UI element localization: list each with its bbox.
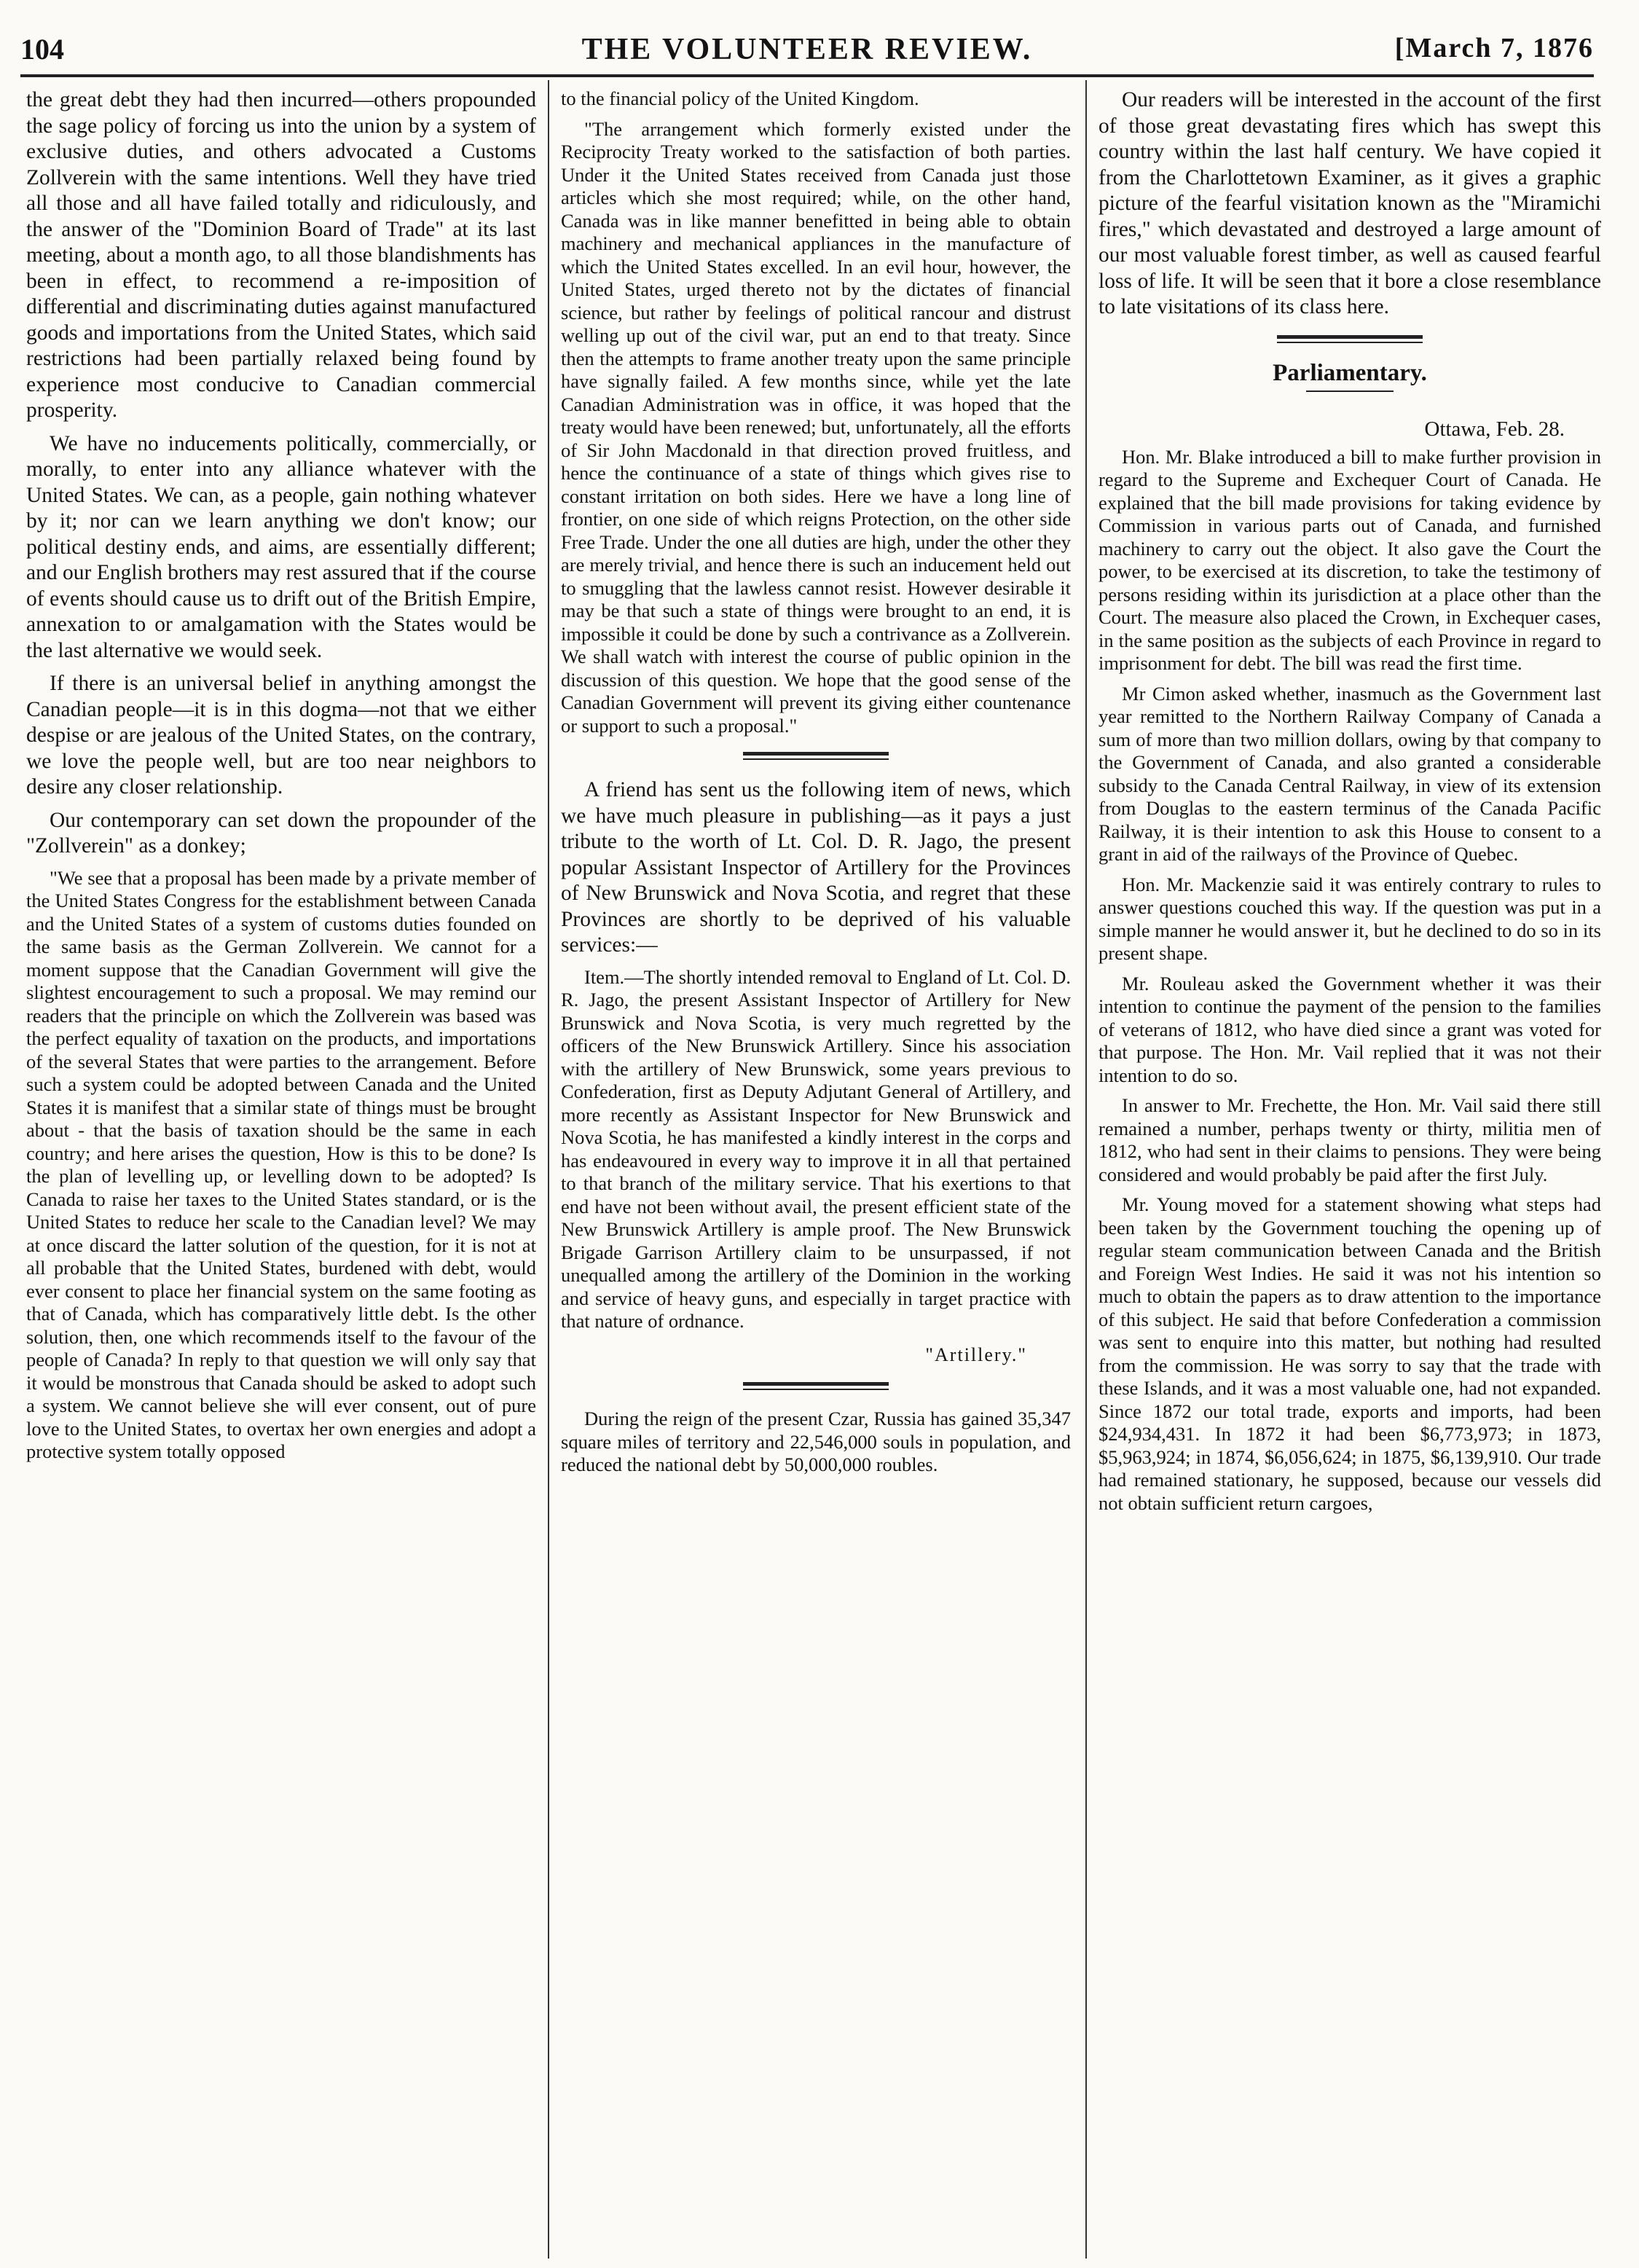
masthead-title: THE VOLUNTEER REVIEW. — [581, 33, 1033, 66]
paragraph: In answer to Mr. Frechette, the Hon. Mr. Vail said there still remained a number, perhaps twenty or thirty, militia men of 1812, who had sent in their claims to pensions. They were being considered and would probably be paid after the first July. — [1098, 1094, 1601, 1185]
column-rule — [548, 80, 549, 2259]
paragraph: During the reign of the present Czar, Russia has gained 35,347 square miles of territory and 22,546,000 souls in population, and reduced the national debt by 50,000,000 roubles. — [561, 1408, 1071, 1475]
quoted-paragraph: Item.—The shortly intended removal to England of Lt. Col. D. R. Jago, the present Assistant Inspector of Artillery for New Brunswick and Nova Scotia, is very much regretted by the officers of the New Brunswick Artillery. Since his association with the artillery of New Brunswick, some years previous to Confederation, first as Deputy Adjutant General of Artillery, and more recently as Assistant Inspector for New Brunswick and Nova Scotia, he has manifested a kindly interest in the corps and has endeavoured in every way to improve it in all that pertained to that branch of the military service. That his exertions to that end have not been without avail, the present efficient state of the New Brunswick Artillery is ample proof. The New Brunswick Brigade Garrison Artillery claim to be unsurpassed, if not unequalled among the artillery of the Dominion in the working and service of heavy guns, and especially in target practice with that nature of ordnance. — [561, 965, 1071, 1332]
section-title: Parliamentary. — [1273, 359, 1427, 386]
section-separator — [1277, 335, 1423, 343]
header-rule — [20, 74, 1594, 77]
column-rule — [1085, 80, 1087, 2259]
paragraph: Our readers will be interested in the account of the first of those great devastating fires which has swept this country within the last half century. We have copied it from the Charlottetown Examiner, as it gives a graphic picture of the fearful visitation known as the "Miramichi fires," which devastated and destroyed a large amount of our most valuable forest timber, as well as caused fearful loss of life. It will be seen that it bore a close resemblance to late visitations of its class here. — [1098, 88, 1601, 318]
paragraph: A friend has sent us the following item of news, which we have much pleasure in publishing—as it pays a just tribute to the worth of Lt. Col. D. R. Jago, the present popular Assistant Inspector of Artillery for the Provinces of New Brunswick and Nova Scotia, and regret that these Provinces are shortly to be deprived of his valuable services:— — [561, 778, 1071, 957]
section-separator — [743, 1382, 889, 1390]
page-number: 104 — [20, 33, 64, 66]
paragraph: Hon. Mr. Mackenzie said it was entirely contrary to rules to answer questions couched this way. If the question was put in a simple manner he would answer it, but he declined to do so in its present shape. — [1098, 873, 1601, 964]
column-1 — [26, 87, 536, 2255]
paragraph: Hon. Mr. Blake introduced a bill to make further provision in regard to the Supreme and Exchequer Court of Canada. He explained that the bill made provisions for taking evidence by Commission in various parts out of Canada, and furnished machinery to carry out the object. It also gave the Court the power, to be exercised at its discretion, to take the testimony of persons residing within its jurisdiction at a place other than the Court. The measure also placed the Crown, in Exchequer cases, in the same position as the subjects of each Province in regard to imprisonment for debt. The bill was read the first time. — [1098, 445, 1601, 674]
paragraph: Mr. Young moved for a statement showing what steps had been taken by the Government touching the opening up of regular steam communication between Canada and the British and Foreign West Indies. He said it was not his intention so much to obtain the papers as to draw attention to the importance of this subject. He said that before Confederation a commission was sent to enquire into this matter, but nothing had resulted from the commission. He was sorry to say that the trade with these Islands, and it was a most valuable one, had not expanded. Since 1872 our total trade, exports and imports, had been $24,934,431. In 1872 it had been $6,773,973; in 1873, $5,963,924; in 1874, $6,056,624; in 1875, $6,139,910. Our trade had remained stationary, he supposed, because our vessels did not obtain sufficient return cargoes, — [1098, 1193, 1601, 1514]
paragraph: Our contemporary can set down the propounder of the "Zollverein" as a donkey; — [26, 808, 536, 858]
paragraph: Mr Cimon asked whether, inasmuch as the Government last year remitted to the Northern Railway Company of Canada a sum of more than two million dollars, owing by that company to the Government of Canada, and also granted a considerable subsidy to the Canada Central Railway, in view of its extension from Douglas to the eastern terminus of the Canada Pacific Railway, it is their intention to ask this House to consent to a grant in aid of the railways of the Province of Quebec. — [1098, 682, 1601, 865]
issue-date: [March 7, 1876 — [1394, 33, 1594, 63]
section-separator — [743, 752, 889, 760]
quoted-paragraph: to the financial policy of the United Kingdom. — [561, 87, 919, 109]
signature: "Artillery." — [925, 1343, 1027, 1365]
paragraph: the great debt they had then incurred—others propounded the sage policy of forcing us into the union by a system of exclusive duties, and others advocated a Customs Zollverein with the same intentions. Well they have tried all those and all have failed totally and ridiculously, and the answer of the "Dominion Board of Trade" at its last meeting, about a month ago, to all those blandishments has been in effect, to recommend a re-imposition of differential and discriminating duties against manufactured goods and importations from the United States, which said restrictions had been partially relaxed being found by experience most conducive to Canadian commercial prosperity. — [26, 88, 536, 422]
paragraph: We have no inducements politically, commercially, or morally, to enter into any alliance whatever with the United States. We can, as a people, gain nothing whatever by it; nor can we learn anything we don't know; our political destiny ends, and aims, are essentially different; and our English brothers may rest assured that if the course of events should cause us to drift out of the British Empire, annexation to or amalgamation with the States would be the last alternative we would seek. — [26, 431, 536, 662]
paragraph: Mr. Rouleau asked the Government whether it was their intention to continue the payment of the pension to the families of veterans of 1812, who have died since a grant was voted for that purpose. The Hon. Mr. Vail replied that it was not their intention to do so. — [1098, 972, 1601, 1086]
quoted-paragraph: "The arrangement which formerly existed under the Reciprocity Treaty worked to the satisfaction of both parties. Under it the United States received from Canada just those articles which she most required; while, on the other hand, Canada was in like manner benefitted in being able to obtain machinery and mechanical appliances in the manufacture of which the United States excelled. In an evil hour, however, the United States, urged thereto not by the dictates of financial science, but rather by feelings of political rancour and distrust welling up out of the civil war, put an end to that treaty. Since then the attempts to frame another treaty upon the same principle have signally failed. A few months since, while yet the late Canadian Administration was in office, it was hoped that the treaty would have been renewed; but, unfortunately, all the efforts of Sir John Macdonald in that direction proved fruitless, and hence the continuance of a state of things which gives rise to constant irritation on both sides. Here we have a long line of frontier, on one side of which reigns Protection, on the other side Free Trade. Under the one all duties are high, under the other they are merely trivial, and hence there is such an inducement held out to smuggling that the lawless cannot resist. However desirable it may be that such a state of things were brought to an end, it is impossible it could be done by such a contrivance as a Zollverein. We shall watch with interest the course of public opinion in the discussion of this question. We hope that the good sense of the Canadian Government will prevent its giving either countenance or support to such a proposal." — [561, 117, 1071, 737]
paragraph: If there is an universal belief in anything amongst the Canadian people—it is in this dogma—not that we either despise or are jealous of the United States, on the contrary, we love the people well, but are too near neighbors to desire any closer relationship. — [26, 672, 536, 798]
title-rule — [1306, 391, 1394, 392]
column-2 — [561, 87, 1071, 2255]
quoted-paragraph: "We see that a proposal has been made by a private member of the United States Congress for the establishment between Canada and the United States of a system of customs duties founded on the same basis as the German Zollverein. We cannot for a moment suppose that the Canadian Government will give the slightest encouragement to such a proposal. We may remind our readers that the principle on which the Zollverein was based was the perfect equality of taxation on the products, and importations of the several States that were parties to the arrangement. Before such a system could be adopted between Canada and the United States it is manifest that a similar state of things must be brought about - that the basis of taxation should be the same in each country; and here arises the question, How is this to be done? Is the plan of levelling up, or levelling down to be adopted? Is Canada to raise her taxes to the United States standard, or is the United States to reduce her scale to the Canadian level? We may at once discard the latter solution of the question, for it is not at all probable that the United States, burdened with debt, would ever consent to place her financial system on the same footing as that of Canada, which has comparatively little debt. Is the other solution, then, one which recommends itself to the favour of the people of Canada? In reply to that question we will only say that it would be monstrous that Canada should be asked to adopt such a system. We cannot believe she will ever consent, out of pure love to the United States, to overtax her own energies and adopt a protective system totally opposed — [26, 866, 536, 1462]
dateline: Ottawa, Feb. 28. — [1424, 417, 1565, 441]
column-3 — [1098, 87, 1601, 2255]
page-header — [20, 32, 1594, 70]
